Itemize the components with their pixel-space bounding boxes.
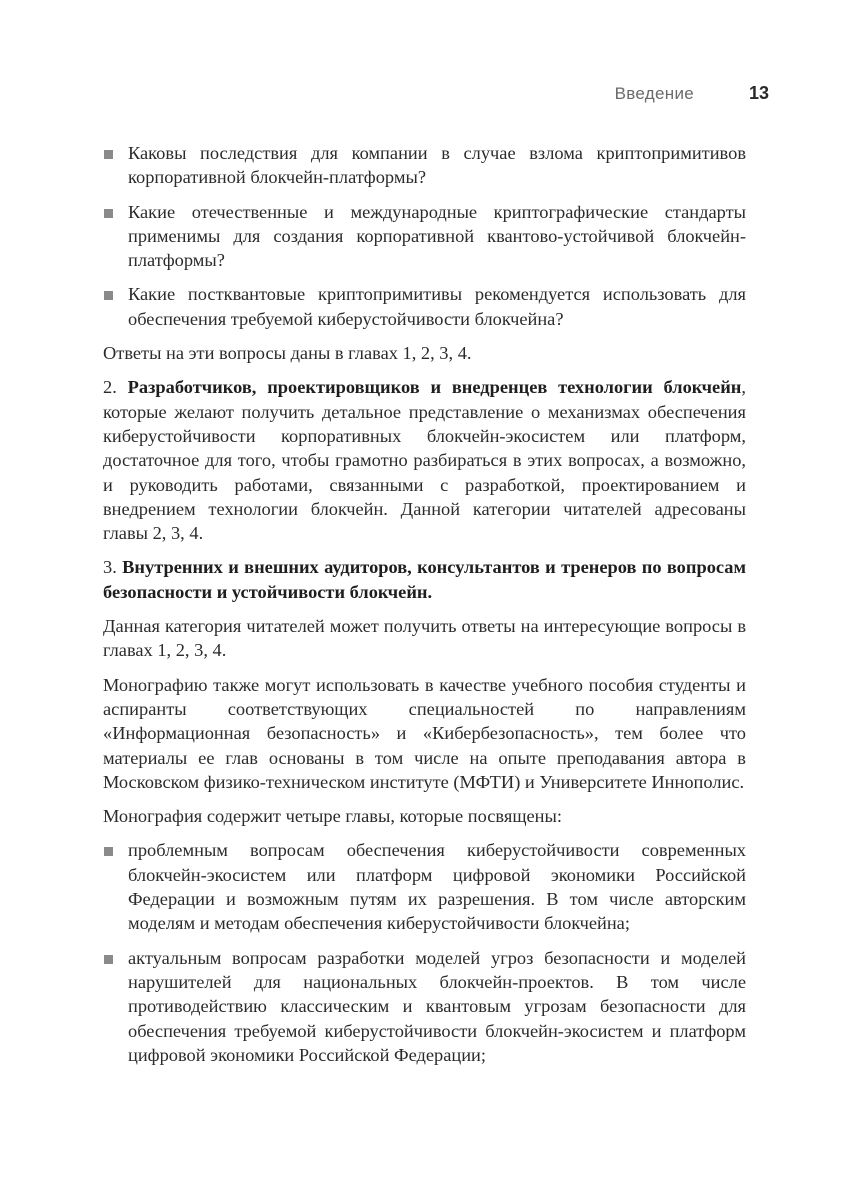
section-title: Введение <box>614 84 694 103</box>
questions-list <box>103 141 746 331</box>
square-bullet-icon <box>104 847 113 856</box>
page-number: 13 <box>749 83 770 103</box>
audience-3-paragraph <box>103 555 746 604</box>
square-bullet-icon <box>104 209 113 218</box>
list-item <box>103 838 746 935</box>
audience-2-title: Разработчиков, проектировщиков и внедренцев технологии блокчейн <box>127 377 742 398</box>
list-item <box>103 200 746 273</box>
running-head <box>0 84 849 108</box>
audience-2-paragraph <box>103 375 746 545</box>
audience-2-number: 2. <box>103 377 128 398</box>
list-item <box>103 141 746 190</box>
audience-3-number: 3. <box>103 557 123 578</box>
square-bullet-icon <box>104 291 113 300</box>
students-paragraph: Монографию также могут использовать в качестве учебного пособия студенты и аспиранты соответствующих специальностей по направлениям «Информационная безопасность» и «Кибербезопасность», тем более что материалы ее глав основаны в том числе на опыте преподавания автора в Московском физико-техническом институте (МФТИ) и Университете Иннополис. <box>103 674 746 792</box>
page-body <box>103 141 746 1077</box>
audience-3-title: Внутренних и внешних аудиторов, консультантов и тренеров по вопросам безопасности и устойчивости блокчейн. <box>103 557 747 602</box>
answers-note: Ответы на эти вопросы даны в главах 1, 2, 3, 4. <box>103 343 472 364</box>
list-item-text: Какие отечественные и международные криптографические стандарты применимы для создания корпоративной квантово-устойчивой блокчейн-платформы? <box>128 201 746 271</box>
chapters-list <box>103 838 746 1067</box>
audience-3-note: Данная категория читателей может получить ответы на интересующие вопросы в главах 1, 2, 3, 4. <box>103 616 746 661</box>
square-bullet-icon <box>104 150 113 159</box>
list-item-text: проблемным вопросам обеспечения киберустойчивости современных блокчейн-экосистем или платформ цифровой экономики Российской Федерации и возможным путям их разрешения. В том числе авторским моделям и методам обеспечения киберустойчивости блокчейна; <box>128 840 746 934</box>
list-item-text: Каковы последствия для компании в случае взлома криптопримитивов корпоративной блокчейн-платформы? <box>128 143 746 188</box>
square-bullet-icon <box>104 955 113 964</box>
list-item-text: актуальным вопросам разработки моделей угроз безопасности и моделей нарушителей для национальных блокчейн-проектов. В том числе противодействию классическим и квантовым угрозам безопасности для обеспечения требуемой киберустойчивости блокчейн-экосистем и платформ цифровой экономики Российской Федерации; <box>128 947 746 1065</box>
list-item-text: Какие постквантовые криптопримитивы рекомендуется использовать для обеспечения требуемой киберустойчивости блокчейна? <box>128 284 746 329</box>
audience-2-text: , которые желают получить детальное представление о механизмах обеспечения киберустойчивости корпоративных блокчейн-экосистем или платформ, достаточное для того, чтобы грамотно разбираться в этих вопросах, а возможно, и руководить работами, связанными с разработкой, проектированием и внедрением технологии блокчейн. Данной категории читателей адресованы главы 2, 3, 4. <box>103 377 747 544</box>
list-item <box>103 946 746 1067</box>
list-item <box>103 282 746 331</box>
chapters-intro: Монография содержит четыре главы, которые посвящены: <box>103 806 562 827</box>
